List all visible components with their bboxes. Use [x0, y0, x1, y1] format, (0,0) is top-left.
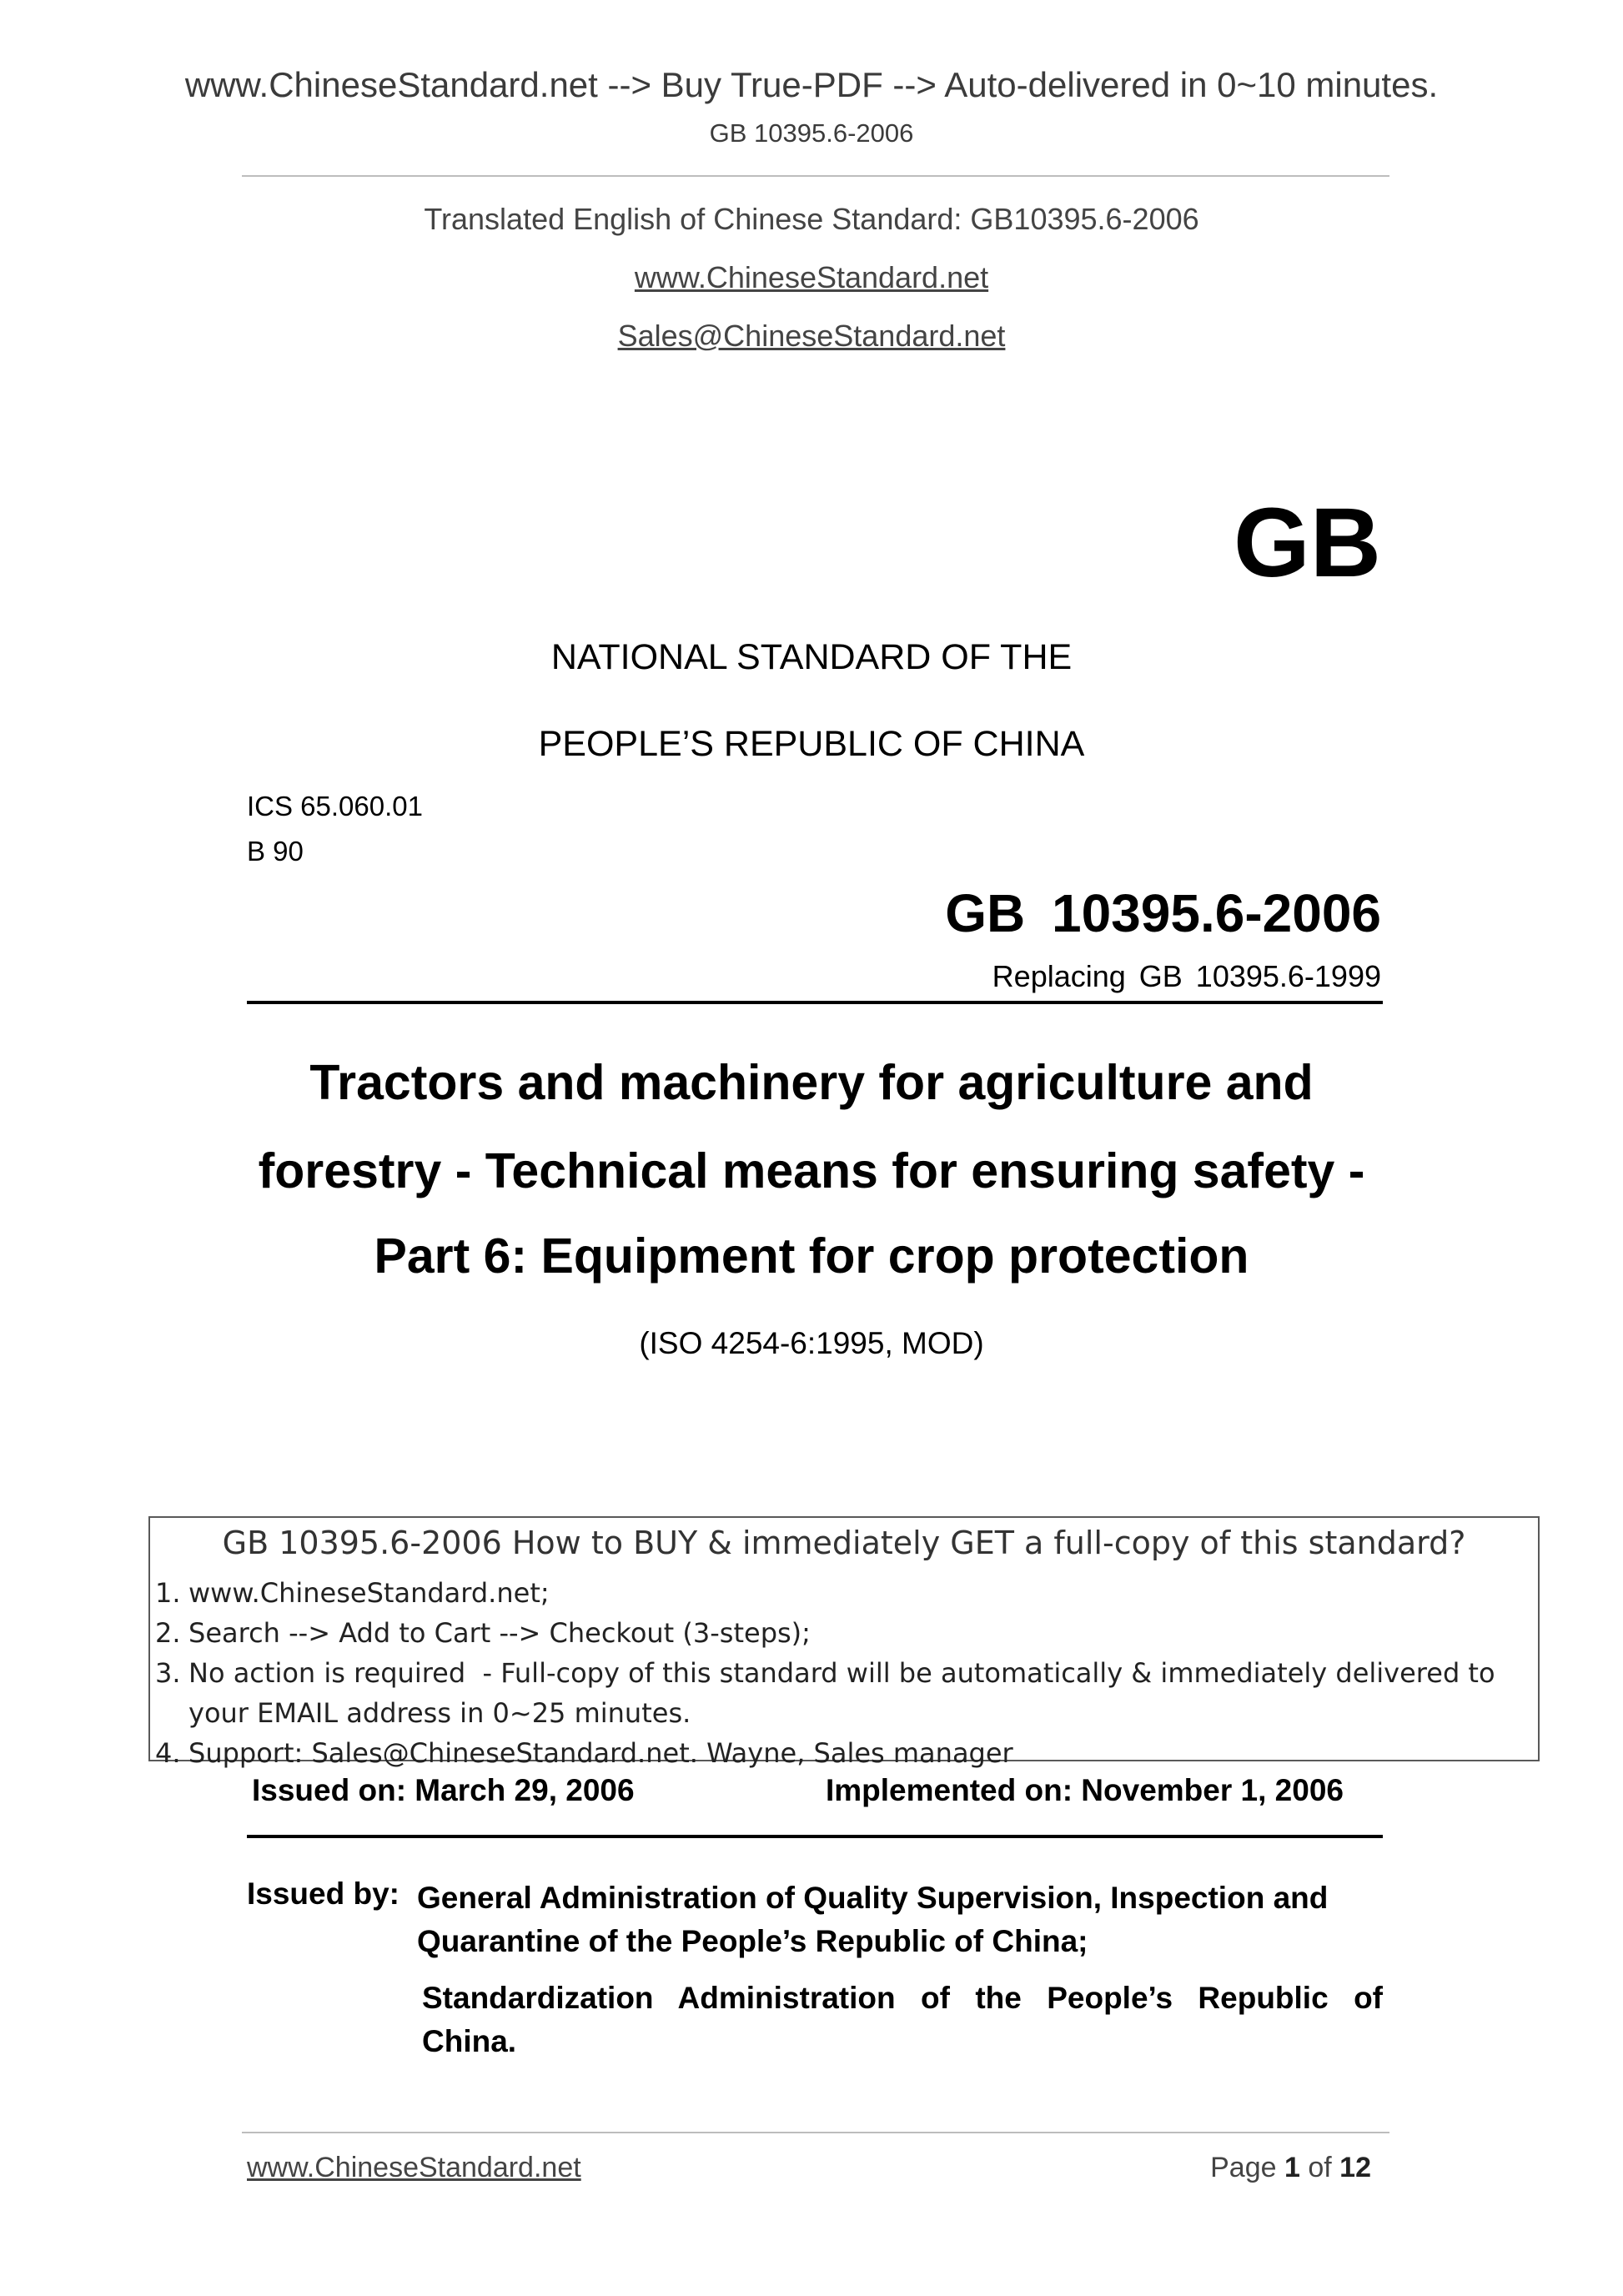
- issued-on-date: Issued on: March 29, 2006: [252, 1773, 635, 1807]
- list-item-number: 2.: [155, 1617, 181, 1649]
- list-item-text: Support: Sales@ChineseStandard.net. Wayne, Sales manager: [188, 1737, 1013, 1769]
- footer-site-link[interactable]: www.ChineseStandard.net: [247, 2152, 581, 2183]
- list-item: [155, 1613, 1495, 1653]
- document-title-line-1: Tractors and machinery for agriculture and: [309, 1055, 1314, 1110]
- standard-number: GB 10395.6-2006: [945, 883, 1381, 943]
- implemented-on-date: Implemented on: November 1, 2006: [826, 1773, 1344, 1807]
- page-total: 12: [1339, 2152, 1371, 2183]
- list-item-number: 1.: [155, 1577, 181, 1609]
- page-indicator: [1210, 2152, 1371, 2184]
- purchase-info-box: [148, 1516, 1540, 1769]
- translation-line: Translated English of Chinese Standard: GB10395.6-2006: [424, 202, 1199, 236]
- ccs-code: B 90: [247, 836, 304, 867]
- national-standard-line-1: NATIONAL STANDARD OF THE: [550, 637, 1073, 677]
- replacing-note: Replacing GB 10395.6-1999: [992, 959, 1381, 993]
- issuer-1-text: General Administration of Quality Supervision, Inspection and Quarantine of the People’s Republic of China;: [417, 1881, 1329, 1958]
- national-standard-line-2: PEOPLE’S REPUBLIC OF CHINA: [538, 724, 1085, 764]
- issuer-2: Standardization Administration of the People’s Republic of China.: [422, 1981, 1383, 2058]
- issued-by-label: Issued by:: [247, 1876, 399, 1911]
- header-standard-code: GB 10395.6-2006: [709, 118, 914, 148]
- purchase-box-title: GB 10395.6-2006 How to BUY & immediately GET a full-copy of this standard?: [222, 1525, 1466, 1561]
- page-of: of: [1308, 2152, 1332, 2183]
- list-item-number: 3.: [155, 1657, 181, 1689]
- list-item-number: 4.: [155, 1737, 181, 1769]
- purchase-steps-list: [155, 1573, 1495, 1773]
- site-link[interactable]: www.ChineseStandard.net: [634, 260, 989, 294]
- title-divider: [247, 1001, 1383, 1004]
- gb-logo: GB: [1234, 488, 1381, 598]
- email-link-container: [0, 319, 1623, 354]
- iso-reference: (ISO 4254-6:1995, MOD): [639, 1326, 984, 1360]
- ics-code: ICS 65.060.01: [247, 791, 423, 821]
- list-item: [155, 1653, 1495, 1733]
- document-title-line-3: Part 6: Equipment for crop protection: [374, 1228, 1249, 1284]
- list-item-text: www.ChineseStandard.net;: [188, 1577, 550, 1609]
- page-prefix: Page: [1210, 2152, 1277, 2183]
- page-current: 1: [1284, 2152, 1300, 2183]
- site-link-container: [0, 260, 1623, 295]
- footer-divider: [242, 2132, 1389, 2133]
- dates-divider: [247, 1835, 1383, 1838]
- top-banner: www.ChineseStandard.net --> Buy True-PDF --> Auto-delivered in 0~10 minutes.: [184, 65, 1439, 104]
- email-link[interactable]: Sales@ChineseStandard.net: [617, 319, 1006, 353]
- list-item: [155, 1733, 1495, 1773]
- header-divider: [242, 175, 1389, 177]
- list-item: [155, 1573, 1495, 1613]
- document-title-line-2: forestry - Technical means for ensuring safety -: [258, 1143, 1365, 1198]
- issuer-1: [247, 1876, 1383, 1963]
- list-item-text: Search --> Add to Cart --> Checkout (3-steps);: [188, 1617, 811, 1649]
- list-item-text: No action is required - Full-copy of this standard will be automatically & immediately delivered to your EMAIL address in 0~25 minutes.: [188, 1657, 1495, 1729]
